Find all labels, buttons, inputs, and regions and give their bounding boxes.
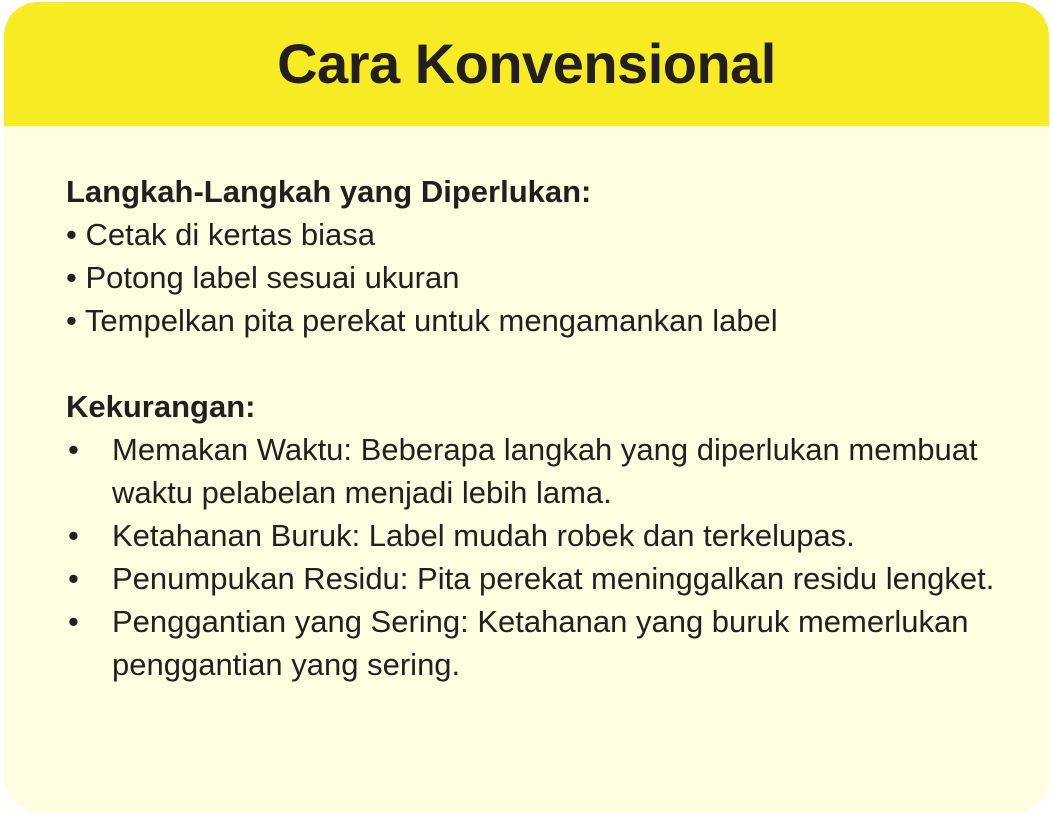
bullet: • [66,260,77,295]
header-banner [4,2,1049,126]
list-item [66,557,1026,600]
step-text: Tempelkan pita perekat untuk mengamankan label [84,303,778,338]
list-item [66,256,1026,299]
card-title: Cara Konvensional [277,32,776,95]
step-text: Cetak di kertas biasa [85,217,375,252]
con-text: Penumpukan Residu: Pita perekat meninggalkan residu lengket. [112,561,995,596]
con-text: Penggantian yang Sering: Ketahanan yang buruk memerlukan penggantian yang sering. [112,604,969,682]
info-card [4,2,1049,812]
bullet: • [68,432,79,467]
bullet: • [68,561,79,596]
bullet: • [66,217,77,252]
steps-heading: Langkah-Langkah yang Diperlukan: [66,174,592,209]
con-text: Ketahanan Buruk: Label mudah robek dan terkelupas. [112,518,855,553]
bullet: • [68,518,79,553]
list-item [66,600,1026,686]
bullet: • [66,303,77,338]
list-item [66,299,1026,342]
bullet: • [68,604,79,639]
cons-list [66,428,1026,686]
steps-list [66,213,1026,342]
card-content [66,170,1026,686]
list-item [66,514,1026,557]
section-spacer [66,342,1026,385]
list-item [66,428,1026,514]
list-item [66,213,1026,256]
step-text: Potong label sesuai ukuran [85,260,460,295]
con-text: Memakan Waktu: Beberapa langkah yang diperlukan membuat waktu pelabelan menjadi lebih lama. [112,432,978,510]
cons-heading: Kekurangan: [66,389,256,424]
